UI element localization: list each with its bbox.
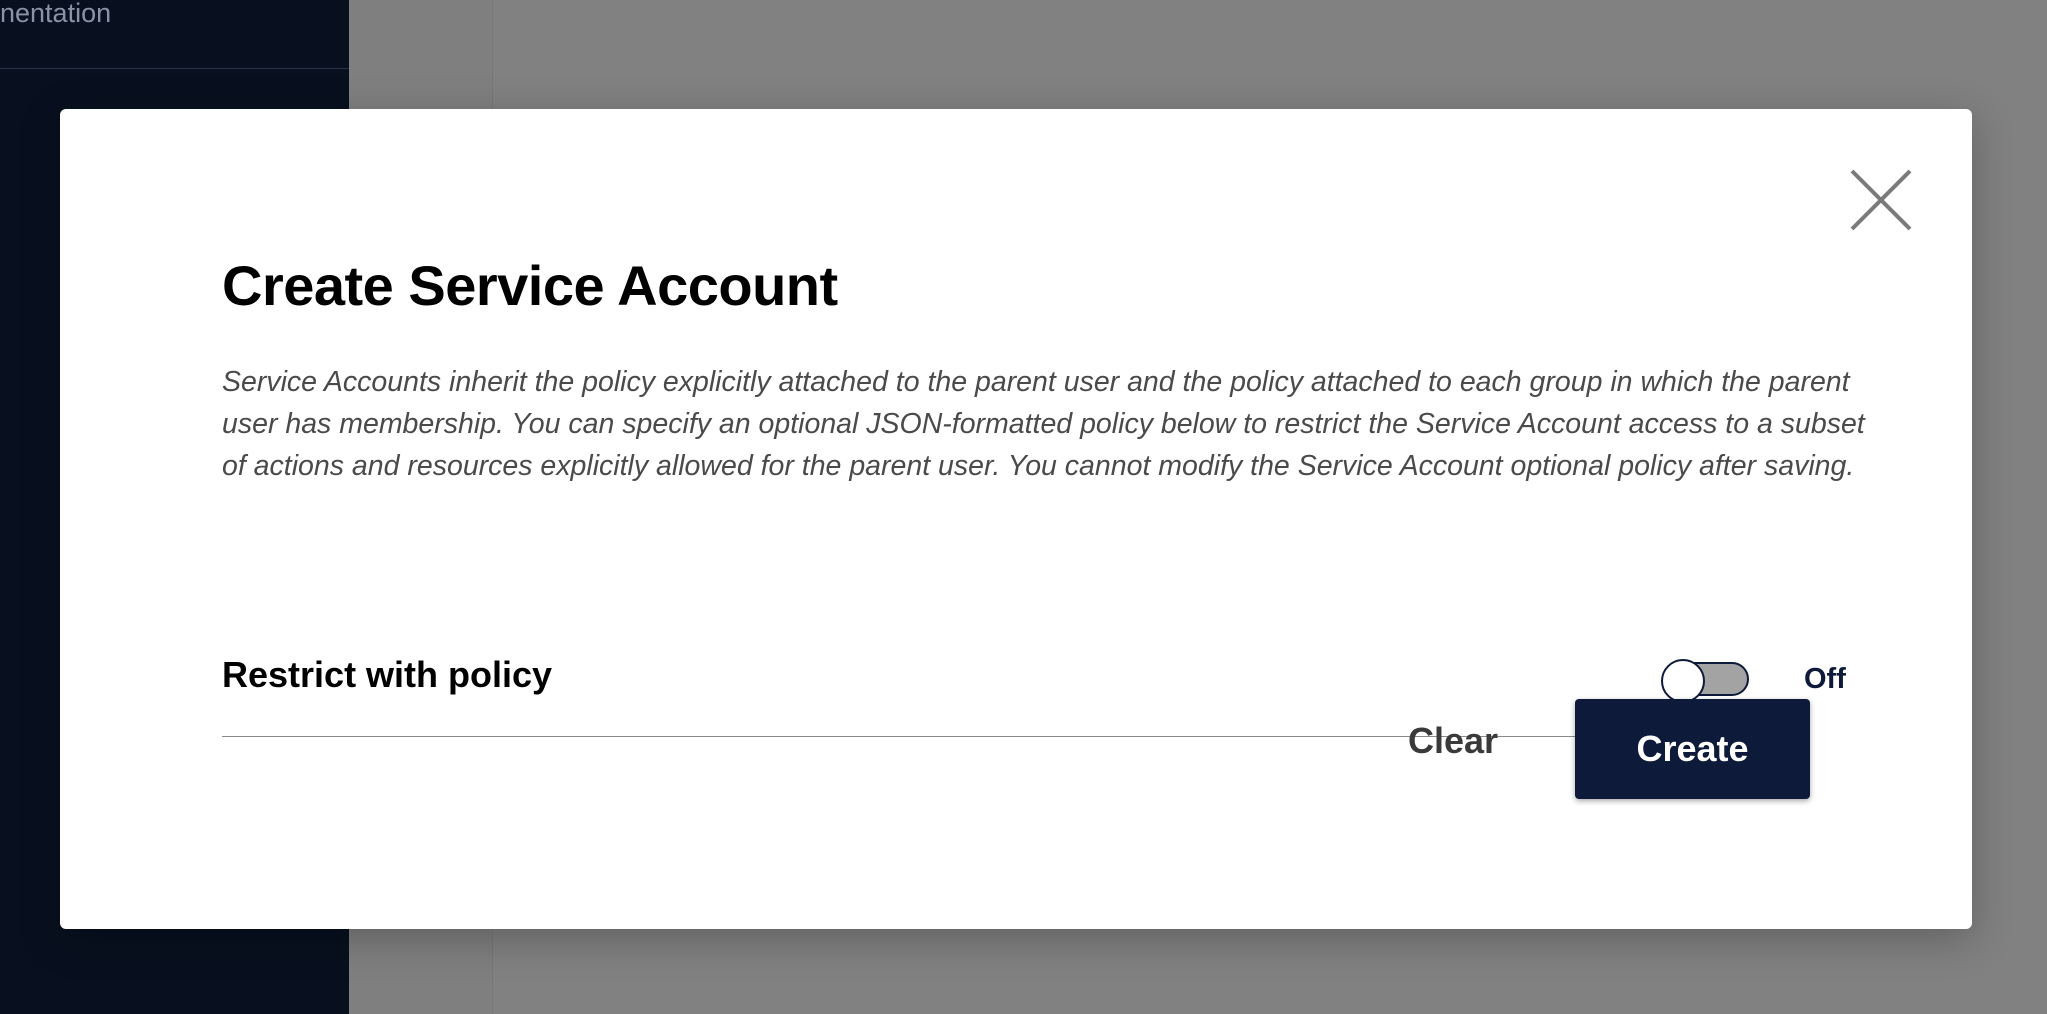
dialog-description: Service Accounts inherit the policy explicitly attached to the parent user and the policy attached to each group in which the parent user has membership. You can specify an optional JSON-formatted policy below to restrict the Service Account access to a subset of actions and resources explicitly allowed for the parent user. You cannot modify the Service Account optional policy after saving. bbox=[222, 366, 1865, 482]
dialog-title: Create Service Account bbox=[222, 254, 838, 317]
restrict-policy-label: Restrict with policy bbox=[222, 654, 553, 695]
create-button[interactable]: Create bbox=[1575, 699, 1810, 799]
restrict-policy-row bbox=[222, 639, 1846, 737]
chevron-right-icon bbox=[0, 128, 8, 150]
background-sidebar-divider bbox=[0, 68, 349, 69]
toggle-state-label: Off bbox=[1804, 663, 1846, 695]
close-button[interactable] bbox=[1846, 165, 1916, 235]
create-service-account-dialog bbox=[60, 109, 1972, 929]
toggle-thumb bbox=[1661, 659, 1705, 703]
restrict-policy-toggle[interactable] bbox=[1661, 659, 1751, 701]
clear-button[interactable]: Clear bbox=[1379, 703, 1527, 779]
background-sidebar-item-label: nentation bbox=[0, 0, 112, 28]
close-icon bbox=[1846, 165, 1916, 235]
